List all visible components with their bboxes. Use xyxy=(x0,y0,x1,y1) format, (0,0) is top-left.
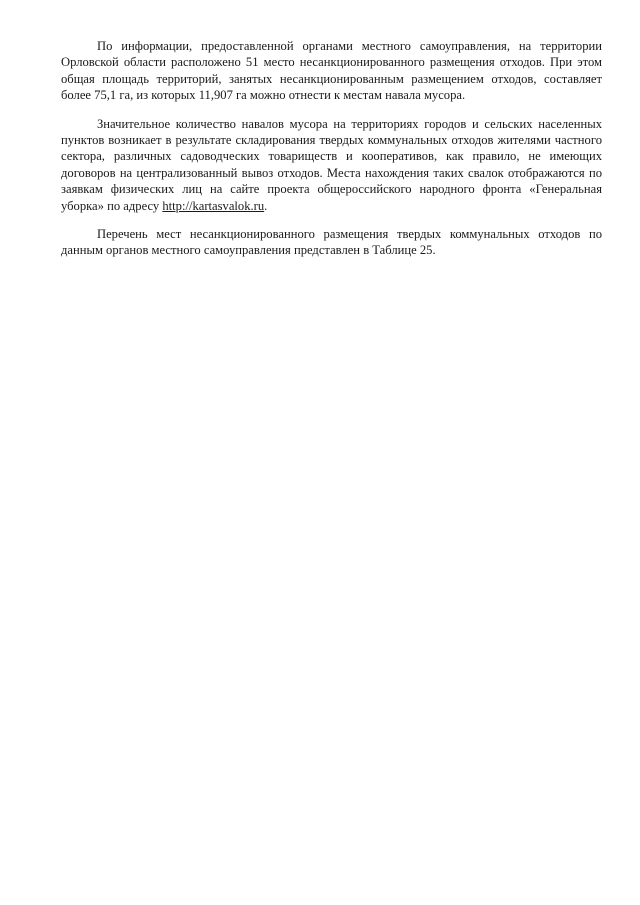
paragraph-garbage-dumps-end: . xyxy=(264,198,268,213)
document-body xyxy=(61,38,602,271)
paragraph-table-reference: Перечень мест несанкционированного размещения твердых коммунальных отходов по данным органов местного самоуправления представлен в Таблице 25. xyxy=(61,227,602,258)
paragraph-garbage-dumps xyxy=(61,116,602,214)
paragraph-waste-sites-info: По информации, предоставленной органами местного самоуправления, на территории Орловской области расположено 51 место несанкционированного размещения отходов. При этом общая площадь территорий, занятых несанкционированным размещением отходов, составляет более 75,1 га, из которых 11,907 га можно отнести к местам навала мусора. xyxy=(61,39,602,103)
paragraph-garbage-dumps-text: Значительное количество навалов мусора на территориях городов и сельских населенных пунктов возникает в результате складирования твердых коммунальных отходов жителями частного сектора, различных садоводческих товариществ и кооперативов, как правило, не имеющих договоров на централизованный вывоз отходов. Места нахождения таких свалок отображаются по заявкам физических лиц на сайте проекта общероссийского народного фронта «Генеральная уборка» по адресу xyxy=(61,116,602,213)
kartasvalok-link[interactable]: http://kartasvalok.ru xyxy=(162,198,265,213)
